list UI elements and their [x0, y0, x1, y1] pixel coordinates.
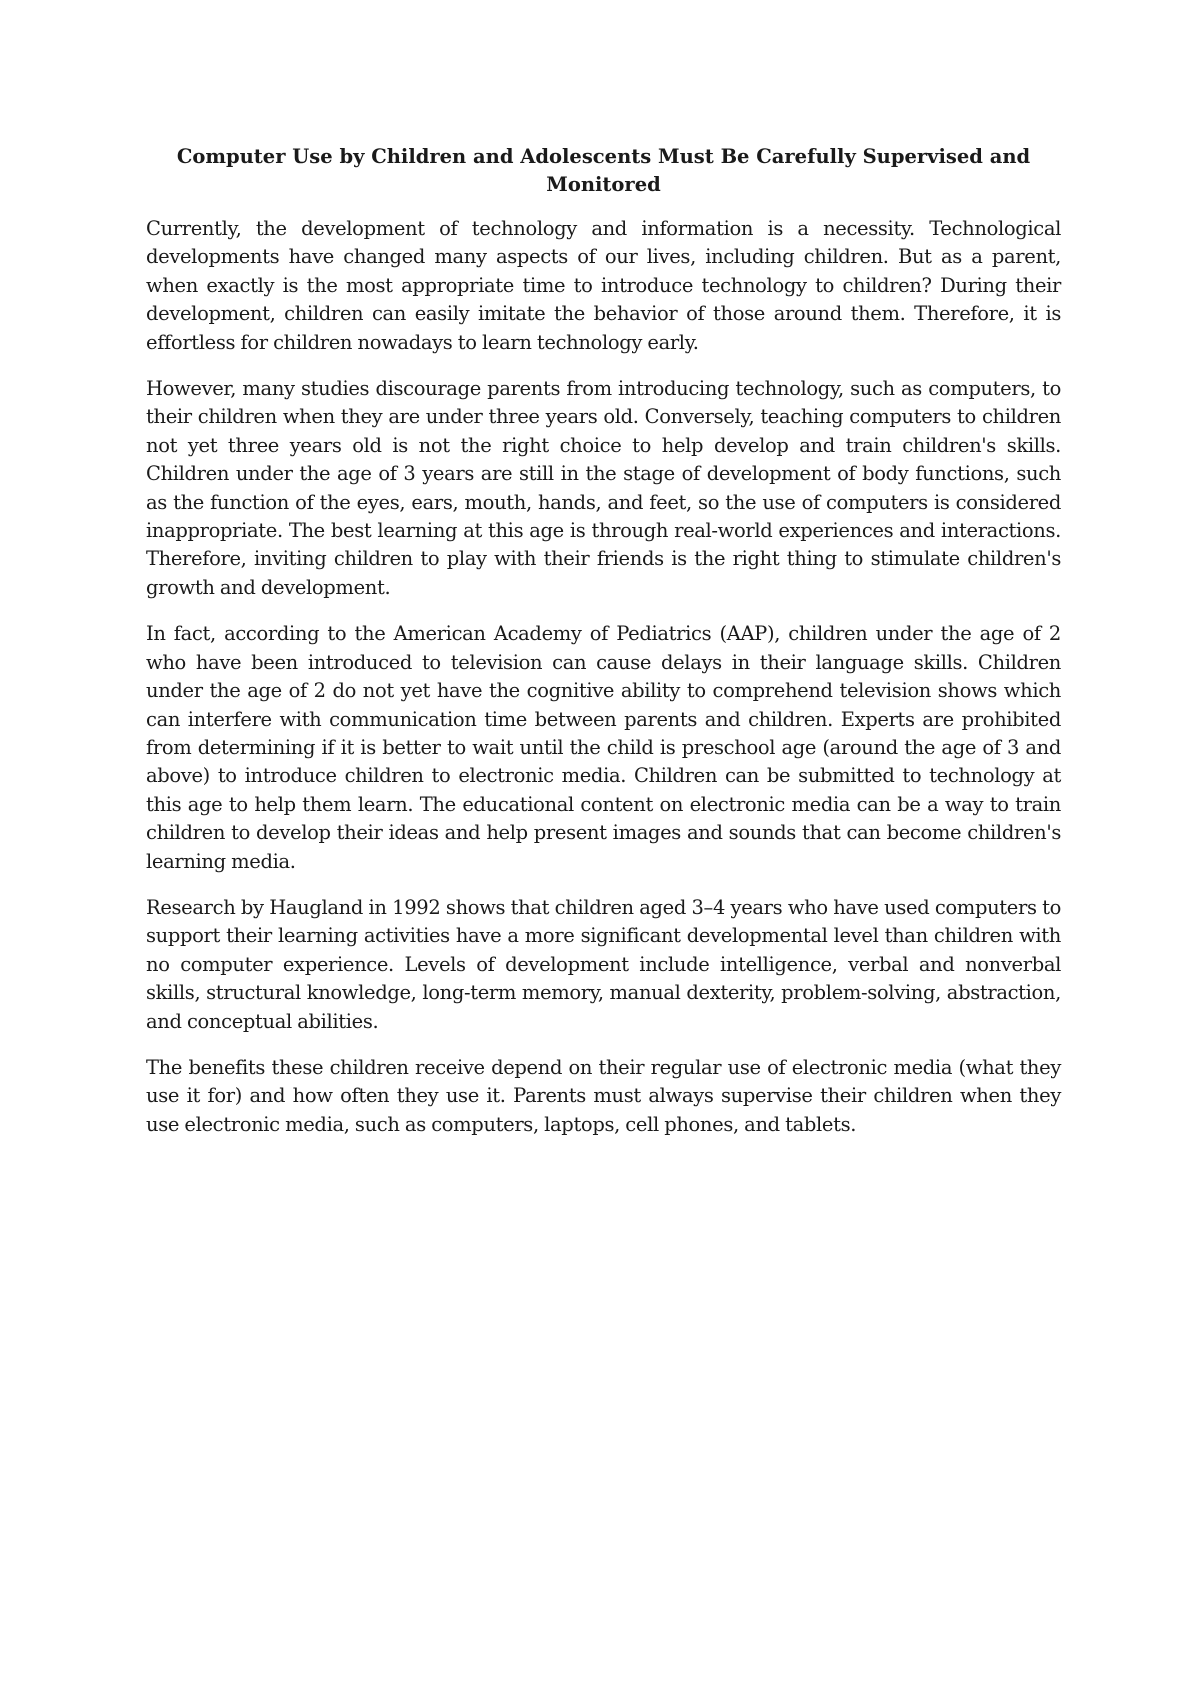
paragraph-benefits: The benefits these children receive depend on their regular use of electronic media (what they use it for) and how often they use it. Parents must always supervise their children when they use electronic media, such as computers, laptops, cell phones, and tablets. [146, 1055, 1061, 1136]
paragraph-aap: In fact, according to the American Academy of Pediatrics (AAP), children under the age of 2 who have been introduced to television can cause delays in their language skills. Children under the age of 2 do not yet have the cognitive ability to comprehend television shows which can interfere with communication time between parents and children. Experts are prohibited from determining if it is better to wait until the child is preschool age (around the age of 3 and above) to introduce children to electronic media. Children can be submitted to technology at this age to help them learn. The educational content on electronic media can be a way to train children to develop their ideas and help present images and sounds that can become children's learning media. [146, 622, 1061, 873]
paragraph-studies: However, many studies discourage parents from introducing technology, such as computers, to their children when they are under three years old. Conversely, teaching computers to children not yet three years old is not the right choice to help develop and train children's skills. Children under the age of 3 years are still in the stage of development of body functions, such as the function of the eyes, ears, mouth, hands, and feet, so the use of computers is considered inappropriate. The best learning at this age is through real-world experiences and interactions. Therefore, inviting children to play with their friends is the right thing to stimulate children's growth and development. [146, 377, 1061, 599]
paragraph-research: Research by Haugland in 1992 shows that children aged 3–4 years who have used computers to support their learning activities have a more significant developmental level than children with no computer experience. Levels of development include intelligence, verbal and nonverbal skills, structural knowledge, long-term memory, manual dexterity, problem-solving, abstraction, and conceptual abilities. [146, 895, 1061, 1033]
document-title: Computer Use by Children and Adolescents Must Be Carefully Supervised and Monitored [176, 145, 1031, 196]
paragraph-intro: Currently, the development of technology and information is a necessity. Technological developments have changed many aspects of our lives, including children. But as a parent, when exactly is the most appropriate time to introduce technology to children? During their development, children can easily imitate the behavior of those around them. Therefore, it is effortless for children nowadays to learn technology early. [146, 217, 1061, 354]
document-body [146, 143, 1061, 1157]
